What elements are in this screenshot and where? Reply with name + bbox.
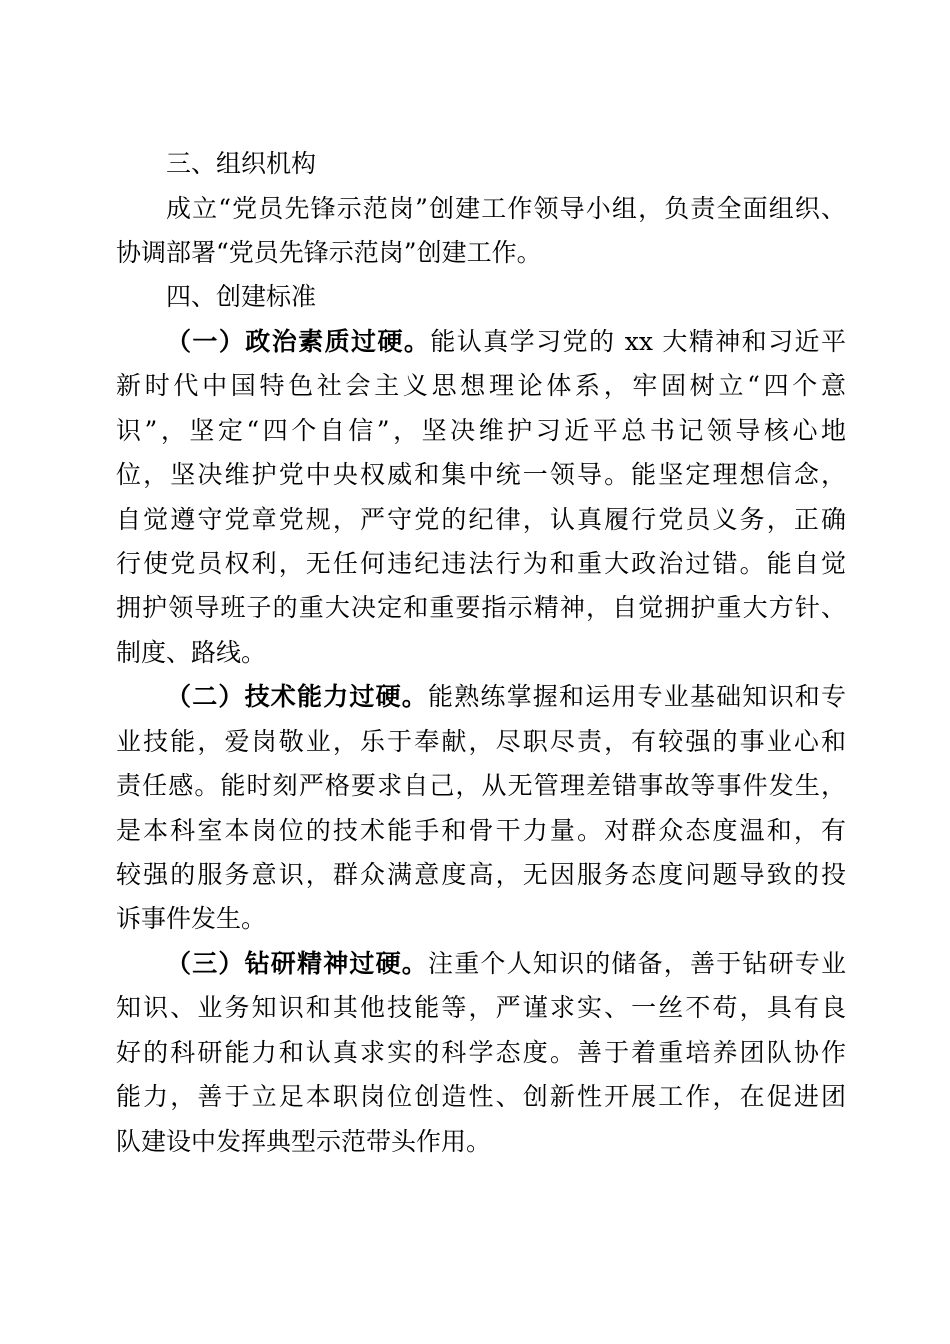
paragraph-text: 注重个人知识的储备，善于钻研专业 [428,949,846,978]
paragraph-line: 位，坚决维护党中央权威和集中统一领导。能坚定理想信念， [116,460,846,489]
paragraph-line [166,677,846,717]
paragraph-line: 识”，坚定“四个自信”，坚决维护习近平总书记领导核心地 [116,416,846,445]
paragraph-lead: （一）政治素质过硬。 [166,327,431,356]
paragraph-line: 责任感。能时刻严格要求自己，从无管理差错事故等事件发生， [116,771,846,800]
paragraph-line: 诉事件发生。 [116,904,267,933]
paragraph-line: 新时代中国特色社会主义思想理论体系，牢固树立“四个意 [116,371,846,400]
paragraph-text: 能认真学习党的 xx 大精神和习近平 [430,327,846,356]
paragraph-line: 自觉遵守党章党规，严守党的纪律，认真履行党员义务，正确 [116,505,846,534]
paragraph-line [166,944,846,984]
paragraph-line: 业技能，爱岗敬业，乐于奉献，尽职尽责，有较强的事业心和 [116,727,846,756]
paragraph-line: 好的科研能力和认真求实的科学态度。善于着重培养团队协作 [116,1038,846,1067]
paragraph-line: 行使党员权利，无任何违纪违法行为和重大政治过错。能自觉 [116,549,846,578]
paragraph-line: 是本科室本岗位的技术能手和骨干力量。对群众态度温和，有 [116,816,846,845]
paragraph-line: 成立“党员先锋示范岗”创建工作领导小组，负责全面组织、 [166,194,846,223]
paragraph-line: 知识、业务知识和其他技能等，严谨求实、一丝不苟，具有良 [116,993,846,1022]
section-heading: 三、组织机构 [166,149,317,178]
paragraph-line: 制度、路线。 [116,638,267,667]
paragraph-line [166,322,846,362]
paragraph-line: 队建设中发挥典型示范带头作用。 [116,1127,492,1156]
paragraph-lead: （二）技术能力过硬。 [166,682,428,711]
paragraph-lead: （三）钻研精神过硬。 [166,949,428,978]
section-heading: 四、创建标准 [166,282,317,311]
paragraph-line: 能力，善于立足本职岗位创造性、创新性开展工作，在促进团 [116,1082,846,1111]
paragraph-line: 协调部署“党员先锋示范岗”创建工作。 [116,238,542,267]
paragraph-line: 拥护领导班子的重大决定和重要指示精神，自觉拥护重大方针、 [116,593,846,622]
paragraph-text: 能熟练掌握和运用专业基础知识和专 [428,682,846,711]
paragraph-line: 较强的服务意识，群众满意度高，无因服务态度问题导致的投 [116,860,846,889]
